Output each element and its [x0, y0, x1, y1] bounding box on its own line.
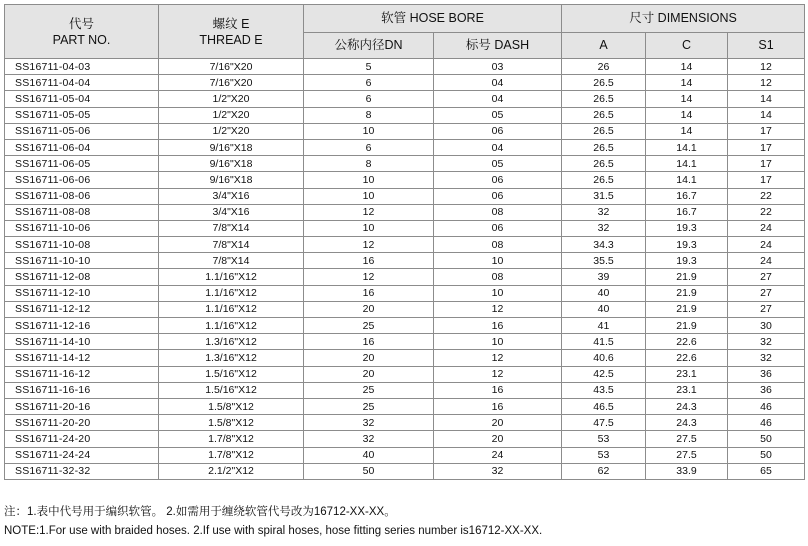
s1-cell: 12	[728, 75, 805, 91]
c-cell: 33.9	[646, 463, 728, 479]
a-cell: 39	[562, 269, 646, 285]
a-cell: 26.5	[562, 123, 646, 139]
a-cell: 46.5	[562, 398, 646, 414]
s1-cell: 27	[728, 285, 805, 301]
dash-cell: 04	[434, 139, 562, 155]
s1-cell: 17	[728, 139, 805, 155]
table-row	[5, 204, 805, 220]
s1-cell: 27	[728, 301, 805, 317]
dn-cell: 12	[304, 237, 434, 253]
a-cell: 40	[562, 285, 646, 301]
dn-cell: 25	[304, 318, 434, 334]
dash-cell: 06	[434, 123, 562, 139]
thread-cell: 7/8"X14	[159, 220, 304, 236]
a-cell: 26.5	[562, 172, 646, 188]
dash-cell: 16	[434, 398, 562, 414]
table-row	[5, 139, 805, 155]
part-no-cell: SS16711-08-08	[5, 204, 159, 220]
s1-cell: 24	[728, 253, 805, 269]
c-cell: 27.5	[646, 431, 728, 447]
thread-cell: 1.3/16"X12	[159, 334, 304, 350]
dash-cell: 04	[434, 91, 562, 107]
header-a: A	[562, 33, 646, 59]
dash-cell: 20	[434, 431, 562, 447]
part-no-cell: SS16711-24-24	[5, 447, 159, 463]
thread-cell: 1.1/16"X12	[159, 318, 304, 334]
c-cell: 24.3	[646, 398, 728, 414]
s1-cell: 14	[728, 107, 805, 123]
dn-cell: 10	[304, 172, 434, 188]
part-no-cell: SS16711-20-20	[5, 415, 159, 431]
table-row	[5, 463, 805, 479]
dash-cell: 10	[434, 253, 562, 269]
thread-cell: 1/2"X20	[159, 107, 304, 123]
part-no-cell: SS16711-04-04	[5, 75, 159, 91]
thread-cell: 1.5/8"X12	[159, 415, 304, 431]
dash-cell: 12	[434, 366, 562, 382]
header-s1: S1	[728, 33, 805, 59]
c-cell: 14	[646, 91, 728, 107]
header-part-no-en: PART NO.	[52, 32, 111, 47]
dash-cell: 06	[434, 172, 562, 188]
table-row	[5, 172, 805, 188]
dash-cell: 12	[434, 301, 562, 317]
c-cell: 21.9	[646, 301, 728, 317]
dn-cell: 20	[304, 301, 434, 317]
dn-cell: 12	[304, 204, 434, 220]
dash-cell: 12	[434, 350, 562, 366]
c-cell: 19.3	[646, 237, 728, 253]
dash-cell: 20	[434, 415, 562, 431]
table-header	[5, 5, 805, 59]
part-no-cell: SS16711-06-04	[5, 139, 159, 155]
part-no-cell: SS16711-04-03	[5, 59, 159, 75]
spec-table	[4, 4, 805, 480]
dn-cell: 25	[304, 398, 434, 414]
part-no-cell: SS16711-10-06	[5, 220, 159, 236]
c-cell: 14	[646, 123, 728, 139]
header-dash: 标号 DASH	[434, 33, 562, 59]
a-cell: 42.5	[562, 366, 646, 382]
a-cell: 62	[562, 463, 646, 479]
table-row	[5, 220, 805, 236]
c-cell: 23.1	[646, 382, 728, 398]
table-body	[5, 59, 805, 480]
table-row	[5, 188, 805, 204]
dn-cell: 8	[304, 107, 434, 123]
thread-cell: 7/8"X14	[159, 237, 304, 253]
thread-cell: 1/2"X20	[159, 91, 304, 107]
s1-cell: 50	[728, 431, 805, 447]
a-cell: 34.3	[562, 237, 646, 253]
a-cell: 31.5	[562, 188, 646, 204]
part-no-cell: SS16711-10-08	[5, 237, 159, 253]
c-cell: 16.7	[646, 204, 728, 220]
thread-cell: 9/16"X18	[159, 172, 304, 188]
thread-cell: 7/16"X20	[159, 75, 304, 91]
dash-cell: 10	[434, 285, 562, 301]
dn-cell: 20	[304, 350, 434, 366]
thread-cell: 9/16"X18	[159, 139, 304, 155]
thread-cell: 7/8"X14	[159, 253, 304, 269]
header-thread-en: THREAD E	[199, 32, 263, 47]
thread-cell: 1/2"X20	[159, 123, 304, 139]
thread-cell: 3/4"X16	[159, 204, 304, 220]
table-row	[5, 156, 805, 172]
s1-cell: 22	[728, 204, 805, 220]
part-no-cell: SS16711-12-16	[5, 318, 159, 334]
part-no-cell: SS16711-12-12	[5, 301, 159, 317]
s1-cell: 46	[728, 415, 805, 431]
s1-cell: 30	[728, 318, 805, 334]
part-no-cell: SS16711-24-20	[5, 431, 159, 447]
thread-cell: 1.1/16"X12	[159, 269, 304, 285]
a-cell: 26.5	[562, 156, 646, 172]
part-no-cell: SS16711-08-06	[5, 188, 159, 204]
part-no-cell: SS16711-05-05	[5, 107, 159, 123]
a-cell: 26.5	[562, 107, 646, 123]
dash-cell: 06	[434, 188, 562, 204]
table-row	[5, 318, 805, 334]
s1-cell: 46	[728, 398, 805, 414]
a-cell: 32	[562, 220, 646, 236]
dash-cell: 32	[434, 463, 562, 479]
s1-cell: 24	[728, 237, 805, 253]
a-cell: 26.5	[562, 139, 646, 155]
a-cell: 32	[562, 204, 646, 220]
c-cell: 14.1	[646, 172, 728, 188]
thread-cell: 9/16"X18	[159, 156, 304, 172]
c-cell: 19.3	[646, 220, 728, 236]
s1-cell: 17	[728, 123, 805, 139]
s1-cell: 65	[728, 463, 805, 479]
dn-cell: 25	[304, 382, 434, 398]
note-english: NOTE:1.For use with braided hoses. 2.If use with spiral hoses, hose fitting series number is16712-XX-XX.	[4, 525, 543, 537]
a-cell: 41.5	[562, 334, 646, 350]
dn-cell: 16	[304, 253, 434, 269]
part-no-cell: SS16711-20-16	[5, 398, 159, 414]
thread-cell: 3/4"X16	[159, 188, 304, 204]
s1-cell: 24	[728, 220, 805, 236]
header-part-no	[5, 5, 159, 59]
dn-cell: 5	[304, 59, 434, 75]
dn-cell: 32	[304, 415, 434, 431]
table-row	[5, 107, 805, 123]
table-row	[5, 123, 805, 139]
c-cell: 23.1	[646, 366, 728, 382]
table-row	[5, 91, 805, 107]
a-cell: 47.5	[562, 415, 646, 431]
thread-cell: 2.1/2"X12	[159, 463, 304, 479]
table-row	[5, 447, 805, 463]
dash-cell: 03	[434, 59, 562, 75]
part-no-cell: SS16711-16-16	[5, 382, 159, 398]
a-cell: 26.5	[562, 91, 646, 107]
table-row	[5, 415, 805, 431]
s1-cell: 27	[728, 269, 805, 285]
header-c: C	[646, 33, 728, 59]
table-row	[5, 75, 805, 91]
table-row	[5, 237, 805, 253]
dn-cell: 16	[304, 334, 434, 350]
table-row	[5, 431, 805, 447]
dn-cell: 6	[304, 139, 434, 155]
dn-cell: 10	[304, 123, 434, 139]
thread-cell: 1.7/8"X12	[159, 447, 304, 463]
a-cell: 26	[562, 59, 646, 75]
table-row	[5, 366, 805, 382]
c-cell: 22.6	[646, 334, 728, 350]
table-row	[5, 334, 805, 350]
c-cell: 24.3	[646, 415, 728, 431]
s1-cell: 32	[728, 334, 805, 350]
c-cell: 14.1	[646, 139, 728, 155]
part-no-cell: SS16711-05-04	[5, 91, 159, 107]
dash-cell: 08	[434, 269, 562, 285]
a-cell: 43.5	[562, 382, 646, 398]
header-hose-bore: 软管 HOSE BORE	[304, 5, 562, 33]
a-cell: 26.5	[562, 75, 646, 91]
dn-cell: 32	[304, 431, 434, 447]
s1-cell: 17	[728, 172, 805, 188]
part-no-cell: SS16711-05-06	[5, 123, 159, 139]
thread-cell: 1.7/8"X12	[159, 431, 304, 447]
note-chinese: 注：1.表中代号用于编织软管。 2.如需用于缠绕软管代号改为16712-XX-XX。	[4, 506, 396, 518]
dn-cell: 12	[304, 269, 434, 285]
table-row	[5, 350, 805, 366]
dash-cell: 24	[434, 447, 562, 463]
dn-cell: 16	[304, 285, 434, 301]
part-no-cell: SS16711-10-10	[5, 253, 159, 269]
a-cell: 41	[562, 318, 646, 334]
dash-cell: 08	[434, 204, 562, 220]
thread-cell: 1.5/8"X12	[159, 398, 304, 414]
table-row	[5, 398, 805, 414]
thread-cell: 1.5/16"X12	[159, 382, 304, 398]
dash-cell: 06	[434, 220, 562, 236]
table-row	[5, 285, 805, 301]
dash-cell: 08	[434, 237, 562, 253]
dash-cell: 10	[434, 334, 562, 350]
dn-cell: 20	[304, 366, 434, 382]
part-no-cell: SS16711-06-05	[5, 156, 159, 172]
part-no-cell: SS16711-16-12	[5, 366, 159, 382]
header-dn: 公称内径DN	[304, 33, 434, 59]
header-thread	[159, 5, 304, 59]
s1-cell: 17	[728, 156, 805, 172]
c-cell: 21.9	[646, 318, 728, 334]
dn-cell: 50	[304, 463, 434, 479]
a-cell: 53	[562, 447, 646, 463]
table-row	[5, 382, 805, 398]
dash-cell: 16	[434, 318, 562, 334]
dash-cell: 04	[434, 75, 562, 91]
part-no-cell: SS16711-14-10	[5, 334, 159, 350]
part-no-cell: SS16711-14-12	[5, 350, 159, 366]
thread-cell: 1.1/16"X12	[159, 301, 304, 317]
a-cell: 53	[562, 431, 646, 447]
c-cell: 22.6	[646, 350, 728, 366]
a-cell: 35.5	[562, 253, 646, 269]
thread-cell: 1.3/16"X12	[159, 350, 304, 366]
a-cell: 40	[562, 301, 646, 317]
dn-cell: 8	[304, 156, 434, 172]
dash-cell: 05	[434, 156, 562, 172]
part-no-cell: SS16711-12-08	[5, 269, 159, 285]
thread-cell: 1.5/16"X12	[159, 366, 304, 382]
s1-cell: 32	[728, 350, 805, 366]
dn-cell: 6	[304, 75, 434, 91]
s1-cell: 36	[728, 382, 805, 398]
s1-cell: 22	[728, 188, 805, 204]
c-cell: 21.9	[646, 285, 728, 301]
c-cell: 14	[646, 75, 728, 91]
s1-cell: 50	[728, 447, 805, 463]
s1-cell: 14	[728, 91, 805, 107]
dash-cell: 05	[434, 107, 562, 123]
dash-cell: 16	[434, 382, 562, 398]
notes	[4, 503, 542, 541]
c-cell: 21.9	[646, 269, 728, 285]
part-no-cell: SS16711-12-10	[5, 285, 159, 301]
thread-cell: 7/16"X20	[159, 59, 304, 75]
c-cell: 27.5	[646, 447, 728, 463]
s1-cell: 36	[728, 366, 805, 382]
part-no-cell: SS16711-06-06	[5, 172, 159, 188]
header-dimensions: 尺寸 DIMENSIONS	[562, 5, 805, 33]
s1-cell: 12	[728, 59, 805, 75]
c-cell: 14	[646, 107, 728, 123]
dn-cell: 6	[304, 91, 434, 107]
dn-cell: 10	[304, 220, 434, 236]
dn-cell: 10	[304, 188, 434, 204]
c-cell: 14.1	[646, 156, 728, 172]
header-part-no-cn: 代号	[68, 16, 94, 31]
part-no-cell: SS16711-32-32	[5, 463, 159, 479]
c-cell: 16.7	[646, 188, 728, 204]
c-cell: 14	[646, 59, 728, 75]
c-cell: 19.3	[646, 253, 728, 269]
thread-cell: 1.1/16"X12	[159, 285, 304, 301]
dn-cell: 40	[304, 447, 434, 463]
table-row	[5, 269, 805, 285]
a-cell: 40.6	[562, 350, 646, 366]
table-row	[5, 253, 805, 269]
header-thread-cn: 螺纹 E	[212, 16, 250, 31]
table-row	[5, 59, 805, 75]
table-row	[5, 301, 805, 317]
